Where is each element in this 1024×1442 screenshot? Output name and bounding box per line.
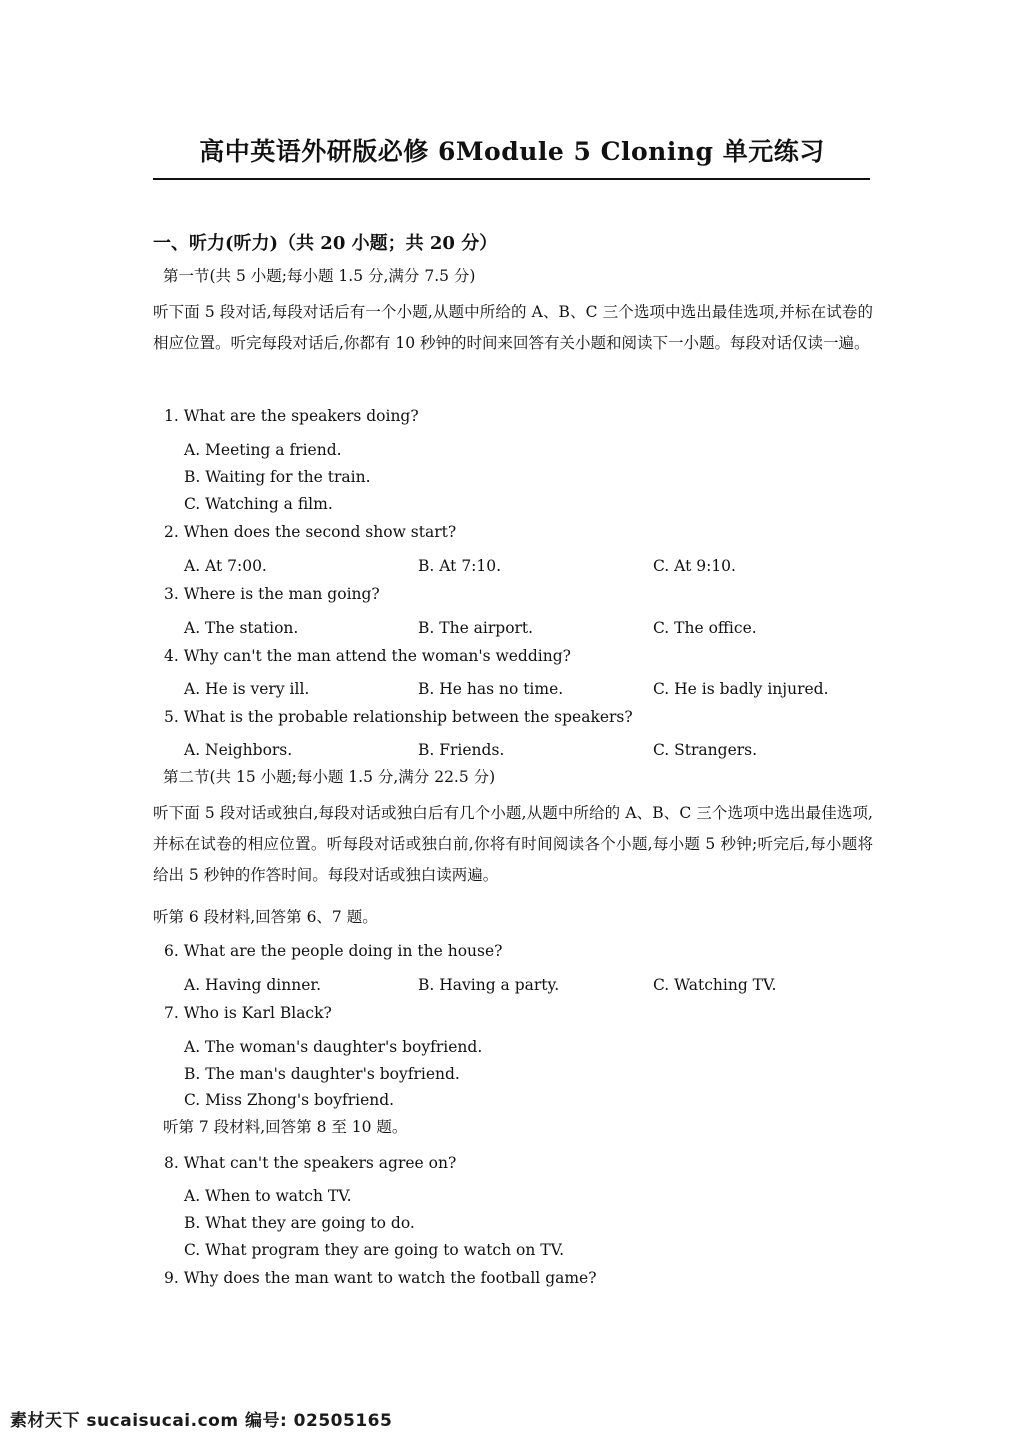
question-stem: 3. Where is the man going? [164, 585, 380, 603]
option-a: A. The station. [184, 619, 299, 637]
option-a: A. Neighbors. [184, 741, 293, 759]
part2-label: 第二节(共 15 小题;每小题 1.5 分,满分 22.5 分) [163, 768, 496, 786]
option-c: C. At 9:10. [653, 557, 736, 575]
option-b: B. At 7:10. [418, 557, 502, 575]
option-b: B. Having a party. [418, 976, 560, 994]
part1-label: 第一节(共 5 小题;每小题 1.5 分,满分 7.5 分) [163, 267, 476, 285]
option-b: B. He has no time. [418, 680, 564, 698]
option-c: C. Miss Zhong's boyfriend. [184, 1091, 395, 1109]
option-c: C. Watching a film. [184, 495, 333, 513]
question-stem: 8. What can't the speakers agree on? [164, 1154, 457, 1172]
option-b: B. The airport. [418, 619, 534, 637]
question-stem: 2. When does the second show start? [164, 523, 457, 541]
option-a: A. Having dinner. [184, 976, 322, 994]
material-6-label: 听第 6 段材料,回答第 6、7 题。 [153, 908, 378, 926]
option-c: C. Watching TV. [653, 976, 777, 994]
page-title: 高中英语外研版必修 6Module 5 Cloning 单元练习 [199, 137, 825, 166]
option-c: C. Strangers. [653, 741, 758, 759]
option-a: A. The woman's daughter's boyfriend. [184, 1038, 483, 1056]
option-a: A. When to watch TV. [184, 1187, 352, 1205]
part2-instructions: 听下面 5 段对话或独白,每段对话或独白后有几个小题,从题中所给的 A、B、C 三个选项中选出最佳选项,并标在试卷的相应位置。听每段对话或独白前,你将有时间阅读各个小题,每小题 5 秒钟;听完后,每小题将给出 5 秒钟的作答时间。每段对话或独白读两遍。 [153, 804, 873, 884]
option-a: A. At 7:00. [184, 557, 267, 575]
question-stem: 5. What is the probable relationship between the speakers? [164, 708, 633, 726]
question-stem: 7. Who is Karl Black? [164, 1004, 332, 1022]
watermark: 素材天下 sucaisucai.com 编号: 02505165 [10, 1411, 393, 1431]
question-stem: 6. What are the people doing in the house? [164, 942, 503, 960]
question-stem: 9. Why does the man want to watch the football game? [164, 1269, 597, 1287]
section-heading: 一、听力(听力)（共 20 小题；共 20 分） [153, 233, 498, 254]
title-divider [153, 178, 870, 180]
option-b: B. Waiting for the train. [184, 468, 371, 486]
question-stem: 4. Why can't the man attend the woman's wedding? [164, 647, 571, 665]
option-b: B. What they are going to do. [184, 1214, 415, 1232]
option-c: C. He is badly injured. [653, 680, 829, 698]
material-7-label: 听第 7 段材料,回答第 8 至 10 题。 [163, 1118, 408, 1136]
option-b: B. The man's daughter's boyfriend. [184, 1065, 460, 1083]
part1-instructions: 听下面 5 段对话,每段对话后有一个小题,从题中所给的 A、B、C 三个选项中选出最佳选项,并标在试卷的相应位置。听完每段对话后,你都有 10 秒钟的时间来回答有关小题和阅读下一小题。每段对话仅读一遍。 [153, 303, 873, 352]
option-c: C. What program they are going to watch on TV. [184, 1241, 564, 1259]
option-a: A. Meeting a friend. [184, 441, 342, 459]
option-b: B. Friends. [418, 741, 505, 759]
option-a: A. He is very ill. [184, 680, 310, 698]
question-stem: 1. What are the speakers doing? [164, 407, 419, 425]
option-c: C. The office. [653, 619, 757, 637]
